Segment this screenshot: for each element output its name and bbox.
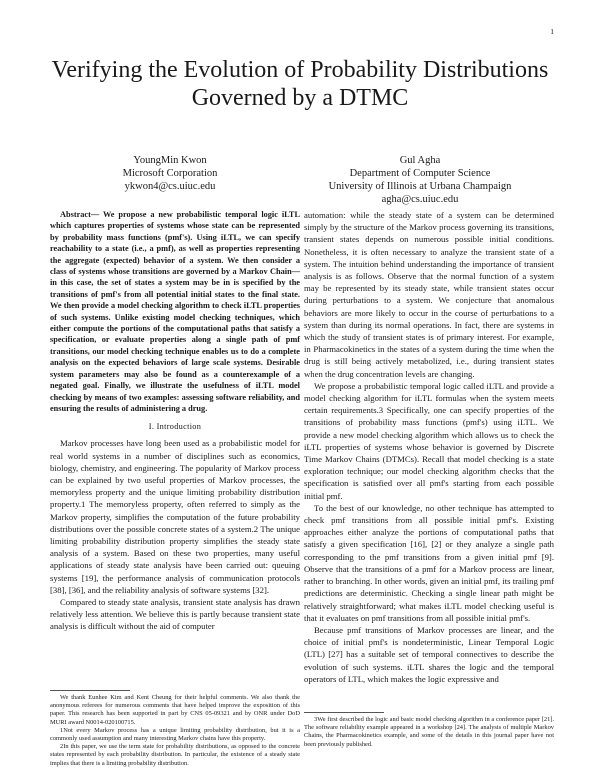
author-affiliation: Microsoft Corporation — [122, 168, 218, 179]
body-paragraph: We propose a probabilistic temporal logic called iLTL and provide a model checking algorithm for iLTL formulas when the system meets certain requirements.3 Specifically, one can specify properties of the transitions of probability mass functions (pmf's) using iLTL. We provide a new model checking algorithm which allows us to check the iLTL properties of systems whose behavior is governed by Discrete Time Markov Chains (DTMCs). Recall that model checking is a state exploration technique; our model checking algorithm checks that the specification is satisfied over all pmf's starting from each possible initial pmf. — [304, 380, 554, 501]
body-paragraph: automation: while the steady state of a system can be determined simply by the structure of the Markov process governing its transitions, transient states depends on numerous possible initial conditions. Nonetheless, it is often necessary to analyze the transient state of a system. The intuition behind understanding the importance of transient analysis is as follows. Observe that the normal function of a system may be represented by its steady state, while transient states occur during perturbations to a system. We conjecture that anomalous behaviors are more likely to occur in the course of perturbations to a system than during its normal operations. In fact, there are systems in which the study of transient states is of primary interest. For example, in Pharmacokinetics in the states of a system during the time when the drug is still being actively metabolized, i.e., during transient states when the drug concentration levels are changing. — [304, 210, 554, 379]
author-email: ykwon4@cs.uiuc.edu — [124, 181, 216, 192]
left-column — [50, 209, 300, 633]
paper-title: Verifying the Evolution of Probability Distributions Governed by a DTMC — [51, 57, 549, 111]
section-heading: I. Introduction — [148, 422, 202, 432]
footnotes-right — [304, 712, 554, 749]
footnote-rule — [304, 712, 384, 713]
page-number: 1 — [550, 27, 554, 36]
author-affiliation: Department of Computer Science — [349, 168, 491, 179]
author-block-2 — [300, 154, 540, 206]
footnote: 2In this paper, we use the term state for probability distributions, as opposed to the concrete states represented by each probability distribution. In particular, the existence of a steady state implies that there is a limiting probability distribution. — [50, 743, 300, 767]
author-affiliation-2: University of Illinois at Urbana Champaign — [328, 181, 512, 192]
footnote: We thank Eunhee Kim and Kent Cheung for their helpful comments. We also thank the anonymous referees for numerous comments that have helped improve the exposition of this paper. This research has been supported in part by CNS 05-09321 and by ONR under DoD MURI award N0014-020100715. — [50, 694, 300, 726]
body-paragraph: Markov processes have long been used as a probabilistic model for real world systems in a number of disciplines such as economics, biology, chemistry, and engineering. The popularity of Markov process can be explained by two useful properties of Markov processes, the memoryless property and the unique limiting probability distribution property.1 The memoryless property, often referred to simply as the Markov property, simplifies the computation of the future probability distributions over the possible concrete states of a system.2 The unique limiting probability distribution property simplifies the steady state analysis of a system. Based on these two properties, many useful applications of steady state analysis have been carried out: queuing systems [19], the performance analysis of communication protocols [38], [36], and the reliability analysis of software systems [32]. — [50, 438, 300, 595]
footnote: 1Not every Markov process has a unique limiting probability distribution, but it is a commonly used assumption and many interesting Markov chains have this property. — [50, 726, 300, 743]
author-name: YoungMin Kwon — [133, 155, 207, 166]
abstract: Abstract— We propose a new probabilistic temporal logic iLTL which captures properties of systems whose state can be represented by probability mass functions (pmf's). Using iLTL, we can specify reachability to a state (i.e., a pmf), as well as properties representing the aggregate (expected) behavior of a system. We then consider a class of systems whose transitions are governed by a Markov Chain—in this case, the set of states a system may be in is specified by the transitions of pmf's from all potential initial states to the final state. We then provide a model checking algorithm to check iLTL properties of such systems. Unlike existing model checking techniques, which either compute the portions of the computational paths that satisfy a specification, or evaluate properties along a single path of pmf transitions, our model checking technique enables us to do a complete analysis on the expected behaviors of large scale systems. Desirable system parameters may also be found as a counterexample of a negated goal. Finally, we illustrate the usefulness of iLTL model checking by means of two examples: assessing software reliability, and ensuring the results of administering a drug. — [50, 210, 300, 413]
author-email: agha@cs.uiuc.edu — [381, 194, 459, 205]
right-column — [304, 209, 554, 685]
footnote-rule — [50, 690, 130, 691]
body-paragraph: To the best of our knowledge, no other technique has attempted to check pmf transitions from all possible initial pmf's. Existing approaches either analyze the portions of computational paths that satisfy a given specification [16], [2] or they analyze a single path corresponding to the pmf transitions from a given initial pmf [9]. Observe that the transitions of a pmf for a Markov process are linear, rather to branching. In other words, given an initial pmf, its trailing pmf predictions are deterministic. Checking a single linear path might be relatively straightforward; what makes iLTL model checking useful is that it evaluates on pmf transitions from all possible initial pmf's. — [304, 502, 554, 623]
author-name: Gul Agha — [399, 155, 441, 166]
body-paragraph: Compared to steady state analysis, transient state analysis has drawn relatively less attention. We believe this is partly because transient state analysis is difficult without the aid of computer — [50, 596, 300, 632]
footnote: 3We first described the logic and basic model checking algorithm in a conference paper [21]. The software reliability example appeared in a workshop [24]. The analysis of multiple Markov Chains, the Pharmacokinetics example, and some of the details in this journal paper have not been previously published. — [304, 716, 554, 748]
body-paragraph: Because pmf transitions of Markov processes are linear, and the choice of initial pmf's is nondeterministic, Linear Temporal Logic (LTL) [27] has a suitable set of temporal connectives to describe the evolution of such systems. iLTL shares the logic and the temporal operators of LTL, which makes the logic expressive and — [304, 624, 554, 684]
author-block-1 — [100, 154, 240, 193]
footnotes-left — [50, 690, 300, 768]
